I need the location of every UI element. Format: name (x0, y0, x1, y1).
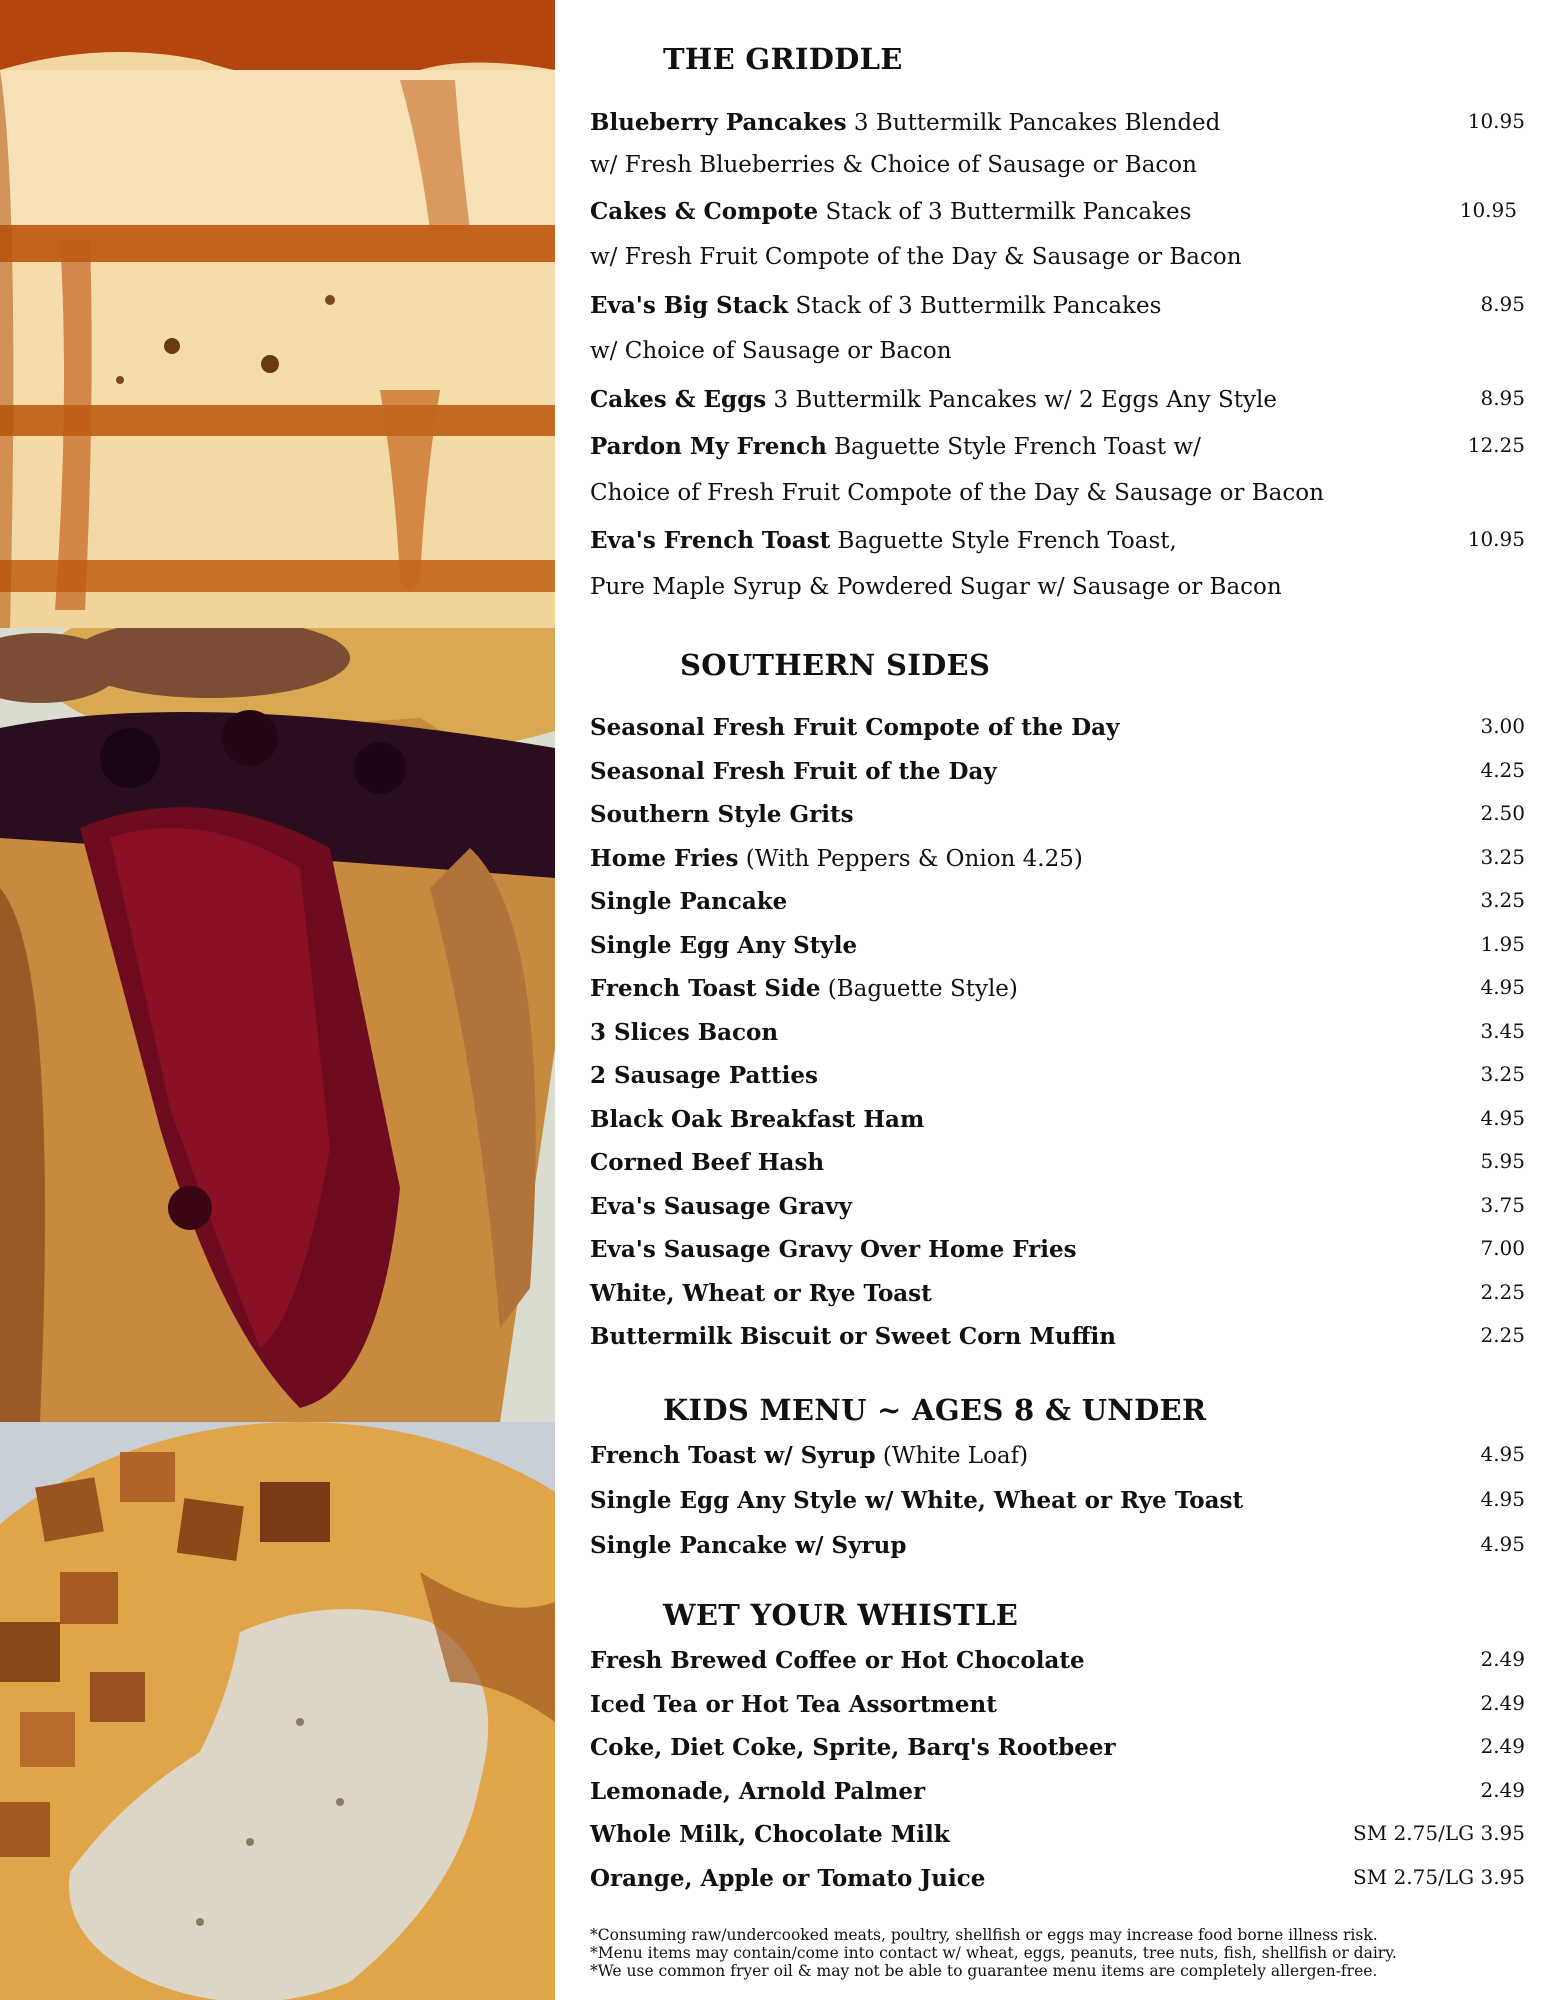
item-name: Fresh Brewed Coffee or Hot Chocolate (590, 1647, 1085, 1674)
menu-item (590, 1691, 1525, 1718)
item-name: Eva's Sausage Gravy Over Home Fries (590, 1236, 1077, 1263)
item-name: Whole Milk, Chocolate Milk (590, 1821, 950, 1849)
item-price: 2.49 (1480, 1777, 1525, 1802)
item-name: Home Fries (590, 844, 739, 872)
item-name: Corned Beef Hash (590, 1149, 825, 1176)
menu-item (590, 1778, 1525, 1805)
item-price: 4.95 (1480, 1487, 1525, 1511)
item-price: 3.25 (1480, 1062, 1525, 1086)
berry-french-toast-photo (0, 628, 555, 1422)
menu-item (590, 714, 1525, 741)
item-price: 2.49 (1480, 1647, 1525, 1671)
menu-item (590, 1062, 1525, 1089)
item-price: 4.25 (1480, 757, 1525, 782)
item-price: 10.95 (1459, 198, 1517, 222)
menu-item (590, 1106, 1525, 1133)
item-price: SM 2.75/LG 3.95 (1353, 1865, 1525, 1889)
menu-item (590, 888, 1525, 915)
item-description: w/ Choice of Sausage or Bacon (590, 338, 952, 364)
item-price: 3.45 (1480, 1018, 1525, 1043)
allergy-notes (590, 1926, 1397, 1980)
item-price: 4.95 (1480, 975, 1525, 999)
item-name: Black Oak Breakfast Ham (590, 1105, 925, 1133)
item-description: (White Loaf) (875, 1443, 1029, 1469)
griddle-heading: THE GRIDDLE (663, 42, 903, 76)
item-price: 3.00 (1480, 714, 1525, 738)
item-name: Single Pancake w/ Syrup (590, 1532, 907, 1559)
item-name: Eva's Sausage Gravy (590, 1192, 852, 1220)
menu-item: Eva's French Toast Baguette Style French Toast, 10.95 (590, 527, 1525, 554)
item-price: 10.95 (1467, 527, 1525, 551)
menu-item (590, 1487, 1525, 1514)
item-description: Pure Maple Syrup & Powdered Sugar w/ Sausage or Bacon (590, 574, 1282, 600)
drinks-heading: WET YOUR WHISTLE (663, 1598, 1019, 1632)
menu-item (590, 801, 1525, 828)
item-price: 10.95 (1467, 109, 1525, 133)
menu-item (590, 1734, 1525, 1761)
item-name: French Toast Side (590, 975, 821, 1002)
item-price: 2.25 (1480, 1323, 1525, 1347)
item-price: 8.95 (1480, 292, 1525, 316)
menu-item (590, 1280, 1525, 1307)
pancake-stack-photo (0, 0, 555, 628)
kids-heading: KIDS MENU ~ AGES 8 & UNDER (663, 1393, 1207, 1427)
sides-heading: SOUTHERN SIDES (680, 648, 991, 682)
item-price: 3.75 (1480, 1192, 1525, 1217)
item-price: 2.50 (1480, 801, 1525, 825)
item-price: 12.25 (1467, 433, 1525, 457)
item-price: 7.00 (1480, 1236, 1525, 1260)
item-name: White, Wheat or Rye Toast (590, 1279, 932, 1307)
home-fries-gravy-photo (0, 1422, 555, 2000)
item-price: SM 2.75/LG 3.95 (1353, 1821, 1525, 1846)
item-name: 3 Slices Bacon (590, 1018, 779, 1046)
photo-column (0, 0, 555, 2000)
menu-item: Cakes & Eggs 3 Buttermilk Pancakes w/ 2 Eggs Any Style 8.95 (590, 386, 1525, 413)
menu-item (590, 1647, 1525, 1674)
item-name: Single Egg Any Style w/ White, Wheat or Rye Toast (590, 1487, 1244, 1514)
item-price: 2.49 (1480, 1690, 1525, 1715)
menu-item (590, 932, 1525, 959)
menu-item (590, 1323, 1525, 1350)
menu-item: Pardon My French Baguette Style French Toast w/ 12.25 (590, 433, 1525, 460)
menu-item (590, 975, 1525, 1002)
item-price: 5.95 (1480, 1149, 1525, 1173)
item-name: Single Egg Any Style (590, 931, 858, 959)
menu-item (590, 1193, 1525, 1220)
item-price: 4.95 (1480, 1532, 1525, 1556)
item-description: Choice of Fresh Fruit Compote of the Day & Sausage or Bacon (590, 480, 1324, 506)
item-name: Lemonade, Arnold Palmer (590, 1777, 926, 1805)
item-price: 4.95 (1480, 1442, 1525, 1466)
item-description: w/ Fresh Blueberries & Choice of Sausage or Bacon (590, 152, 1197, 178)
menu-item (590, 1865, 1525, 1892)
item-name: French Toast w/ Syrup (590, 1442, 876, 1469)
menu-item: Eva's Big Stack Stack of 3 Buttermilk Pancakes 8.95 (590, 292, 1525, 319)
item-price: 2.25 (1480, 1279, 1525, 1304)
item-description: (Baguette Style) (820, 976, 1018, 1002)
note-line: *We use common fryer oil & may not be able to guarantee menu items are completely allergen-free. (590, 1962, 1378, 1980)
menu-item (590, 758, 1525, 785)
item-name: Coke, Diet Coke, Sprite, Barq's Rootbeer (590, 1734, 1116, 1762)
item-name: 2 Sausage Patties (590, 1062, 818, 1089)
item-name: Buttermilk Biscuit or Sweet Corn Muffin (590, 1323, 1116, 1350)
item-name: Seasonal Fresh Fruit of the Day (590, 757, 997, 785)
item-name: Seasonal Fresh Fruit Compote of the Day (590, 714, 1120, 741)
item-name: Iced Tea or Hot Tea Assortment (590, 1690, 997, 1718)
menu-item (590, 1442, 1525, 1469)
menu-item (590, 1821, 1525, 1848)
menu-item (590, 1019, 1525, 1046)
item-name: Orange, Apple or Tomato Juice (590, 1865, 986, 1892)
note-line: *Menu items may contain/come into contact w/ wheat, eggs, peanuts, tree nuts, fish, shellfish or dairy. (590, 1944, 1397, 1962)
item-price: 4.95 (1480, 1105, 1525, 1130)
item-name: Single Pancake (590, 888, 788, 915)
item-price: 3.25 (1480, 888, 1525, 912)
item-price: 2.49 (1480, 1734, 1525, 1759)
menu-item (590, 1149, 1525, 1176)
menu-item (590, 1532, 1525, 1559)
item-price: 8.95 (1480, 386, 1525, 410)
item-price: 1.95 (1480, 931, 1525, 956)
menu-item (590, 845, 1525, 872)
note-line: *Consuming raw/undercooked meats, poultry, shellfish or eggs may increase food borne illness risk. (590, 1926, 1378, 1944)
item-description: (With Peppers & Onion 4.25) (738, 845, 1083, 872)
item-name: Southern Style Grits (590, 801, 854, 828)
menu-item: Blueberry Pancakes 3 Buttermilk Pancakes Blended 10.95 (590, 109, 1525, 136)
item-description: w/ Fresh Fruit Compote of the Day & Sausage or Bacon (590, 244, 1242, 270)
menu-item: Cakes & Compote Stack of 3 Buttermilk Pancakes 10.95 (590, 198, 1517, 225)
item-price: 3.25 (1480, 844, 1525, 869)
menu-item (590, 1236, 1525, 1263)
